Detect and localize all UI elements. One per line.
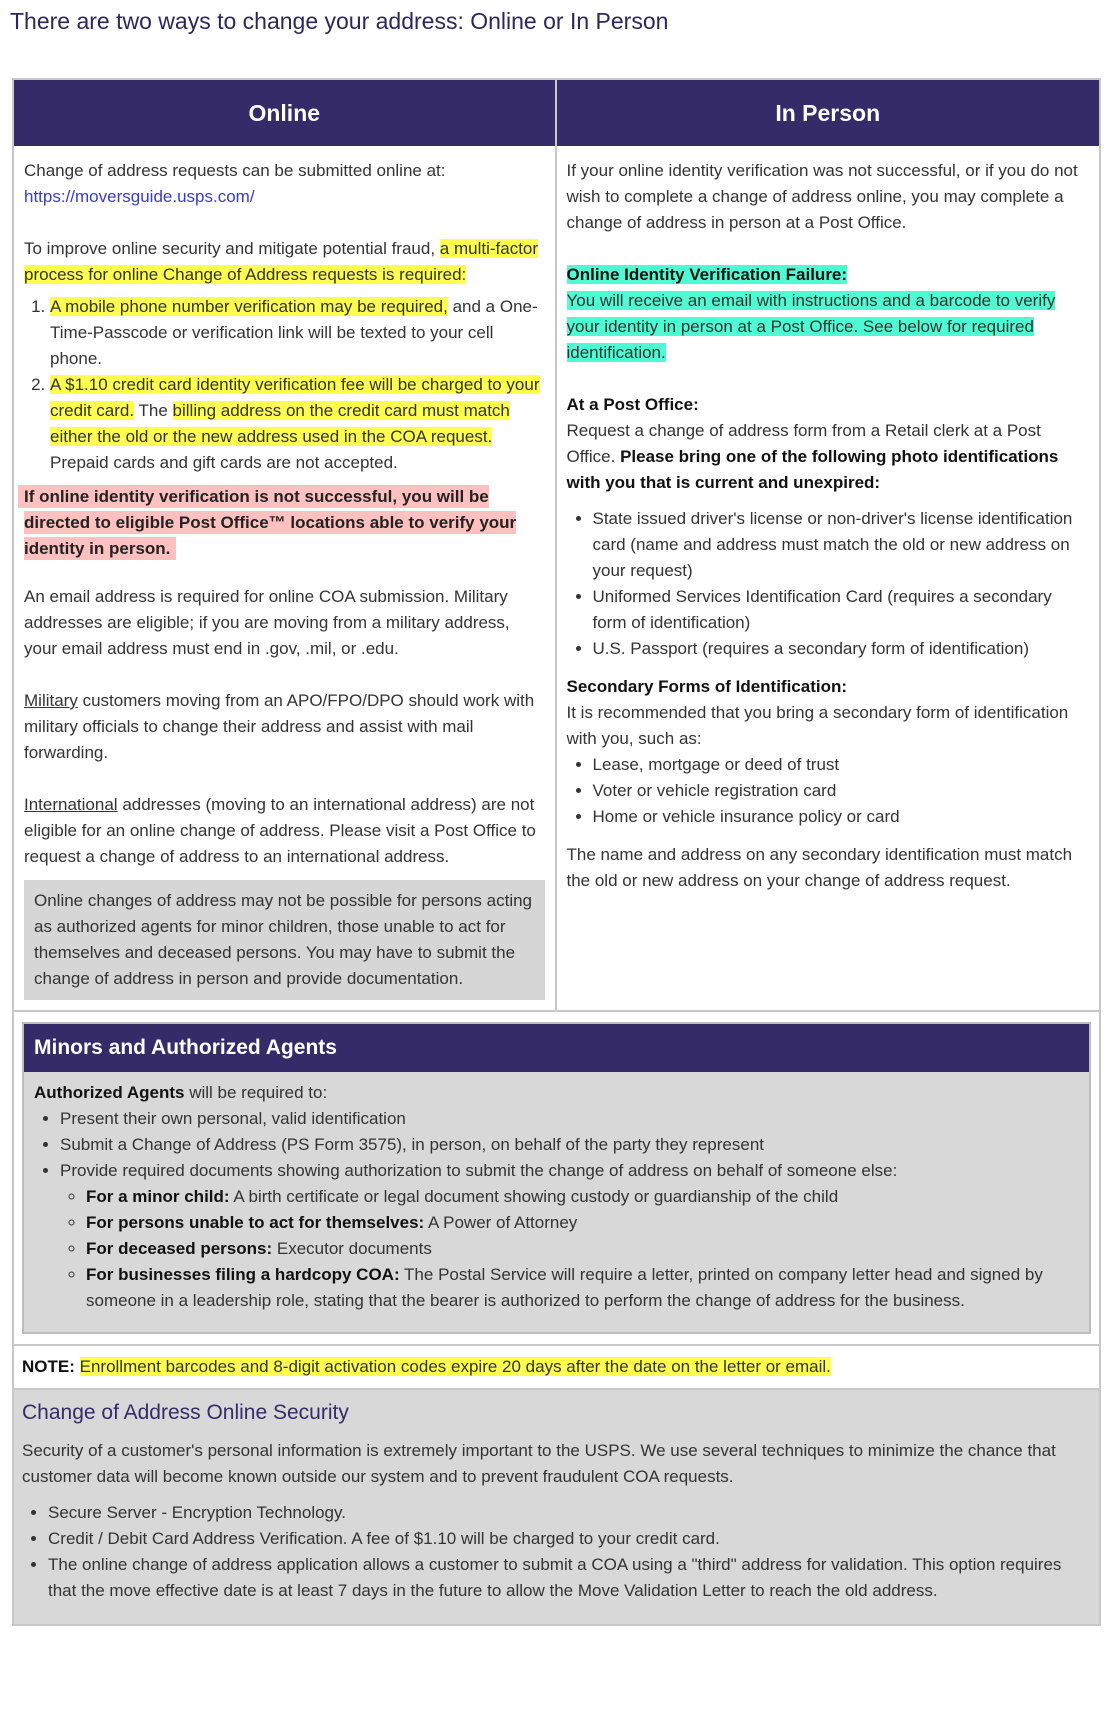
security-pre: To improve online security and mitigate potential fraud, [24, 239, 436, 258]
minors-wrapper [14, 1010, 1099, 1334]
verification-warning [24, 484, 545, 562]
secondary-id-list [567, 752, 1090, 830]
inperson-body [557, 146, 1100, 930]
post-office-section [567, 392, 1090, 496]
columns [14, 80, 1099, 1010]
document-label: For deceased persons: [86, 1239, 273, 1258]
document-label: For persons unable to act for themselves: [86, 1213, 425, 1232]
secondary-title: Secondary Forms of Identification: [566, 677, 848, 696]
security-highlight: a multi-factor process for online Change of Address requests is required: [24, 239, 539, 284]
security-item: • The online change of address application allows a customer to submit a COA using a "third" address for validation. This option requires that the move effective date is at least 7 days in the future to allow the Move Validation Letter to reach the old address. [48, 1552, 1091, 1604]
note-text: Enrollment barcodes and 8-digit activation codes expire 20 days after the date on the letter or email. [79, 1357, 831, 1376]
failure-text: You will receive an email with instructions and a barcode to verify your identity in person at a Post Office. See below for required identification. [566, 291, 1056, 362]
verification-failure [567, 262, 1090, 366]
online-column [14, 80, 557, 1010]
step-1-rest: and a One-Time-Passcode or verification link will be texted to your cell phone. [50, 297, 538, 368]
step-1-highlight: A mobile phone number verification may be required, [50, 297, 448, 316]
inperson-column [557, 80, 1100, 1010]
document-text: A Power of Attorney [428, 1213, 578, 1232]
post-office-text: Request a change of address form from a Retail clerk at a Post Office. [566, 421, 1041, 466]
step-2-highlight-1: A $1.10 credit card identity verification fee will be charged to your credit card. [50, 375, 540, 420]
military-text: customers moving from an APO/FPO/DPO should work with military officials to change their address and assist with mail forwarding. [24, 691, 535, 762]
security-section [14, 1388, 1099, 1624]
document-label: For a minor child: [86, 1187, 230, 1206]
step-2 [50, 372, 545, 476]
document-label: For businesses filing a hardcopy COA: [86, 1265, 400, 1284]
security-list [22, 1500, 1091, 1604]
security-requirement [24, 236, 545, 288]
document-item [86, 1262, 1079, 1314]
security-item: • Secure Server - Encryption Technology. [48, 1500, 1091, 1526]
minors-lead-rest: will be required to: [189, 1083, 328, 1102]
secondary-text: It is recommended that you bring a secondary form of identification with you, such as: [566, 703, 1069, 748]
agent-requirement: • Submit a Change of Address (PS Form 3575), in person, on behalf of the party they represent [60, 1132, 1079, 1158]
secondary-closing: The name and address on any secondary identification must match the old or new address on your change of address request. [566, 845, 1073, 890]
step-2-highlight-2: billing address on the credit card must match either the old or the new address used in the COA request. [50, 401, 510, 446]
warning-text: If online identity verification is not successful, you will be directed to eligible Post Office™ locations able to verify your identity in person. [18, 485, 516, 560]
step-2-rest: Prepaid cards and gift cards are not accepted. [50, 453, 398, 472]
international-text: addresses (moving to an international address) are not eligible for an online change of address. Please visit a Post Office to request a change of address to an international address. [24, 795, 536, 866]
email-requirement: An email address is required for online COA submission. Military addresses are eligible; if you are moving from a military address, your email address must end in .gov, .mil, or .edu. [24, 587, 510, 658]
minors-body [24, 1072, 1089, 1332]
international-word: International [24, 795, 118, 814]
online-header: Online [14, 80, 555, 146]
minors-lead [34, 1080, 1079, 1106]
document-list [60, 1184, 1079, 1314]
international-note [24, 792, 545, 870]
step-1 [50, 294, 545, 372]
document-text: A birth certificate or legal document showing custody or guardianship of the child [233, 1187, 839, 1206]
post-office-bold: Please bring one of the following photo identifications with you that is current and unexpired: [566, 447, 1059, 492]
secondary-id-item: • Lease, mortgage or deed of trust [593, 752, 1090, 778]
secondary-id-item: • Home or vehicle insurance policy or card [593, 804, 1090, 830]
agent-requirement [60, 1158, 1079, 1314]
minors-lead-bold: Authorized Agents [34, 1083, 185, 1102]
note-label: NOTE: [22, 1357, 75, 1376]
online-steps [24, 294, 545, 476]
agent-requirements [34, 1106, 1079, 1314]
military-note [24, 688, 545, 766]
secondary-id-item: • Voter or vehicle registration card [593, 778, 1090, 804]
document-item [86, 1210, 1079, 1236]
inperson-intro: If your online identity verification was not successful, or if you do not wish to complete a change of address online, you may complete a change of address in person at a Post Office. [566, 161, 1078, 232]
agent-requirement: • Present their own personal, valid identification [60, 1106, 1079, 1132]
minors-section [22, 1022, 1091, 1334]
note-bar [14, 1344, 1099, 1388]
inperson-header: In Person [557, 80, 1100, 146]
photo-id-item: • Uniformed Services Identification Card (requires a secondary form of identification) [593, 584, 1090, 636]
movers-guide-link[interactable]: https://moversguide.usps.com/ [24, 187, 255, 206]
online-body [14, 146, 555, 1010]
content-table [12, 78, 1101, 1626]
failure-title: Online Identity Verification Failure: [566, 265, 848, 284]
security-item: • Credit / Debit Card Address Verification. A fee of $1.10 will be charged to your credit card. [48, 1526, 1091, 1552]
security-title: Change of Address Online Security [22, 1401, 349, 1424]
document-text: The Postal Service will require a letter, printed on company letter head and signed by someone in a leadership role, stating that the bearer is authorized to perform the change of address for the business. [86, 1265, 1043, 1310]
page-title: There are two ways to change your address: Online or In Person [10, 8, 669, 34]
post-office-title: At a Post Office: [566, 395, 699, 414]
security-text: Security of a customer's personal information is extremely important to the USPS. We use several techniques to minimize the chance that customer data will become known outside our system and to prevent fraudulent COA requests. [22, 1441, 1056, 1486]
document-item [86, 1184, 1079, 1210]
online-intro [24, 158, 545, 210]
photo-id-list [567, 506, 1090, 662]
military-word: Military [24, 691, 78, 710]
document-item [86, 1236, 1079, 1262]
step-2-mid: The [138, 401, 168, 420]
minors-title: Minors and Authorized Agents [24, 1024, 1089, 1072]
agent-requirement-text: Provide required documents showing authorization to submit the change of address on behalf of someone else: [60, 1161, 898, 1180]
photo-id-item: • State issued driver's license or non-driver's license identification card (name and address must match the old or new address on your request) [593, 506, 1090, 584]
photo-id-item: • U.S. Passport (requires a secondary form of identification) [593, 636, 1090, 662]
online-intro-text: Change of address requests can be submitted online at: [24, 161, 446, 180]
document-text: Executor documents [276, 1239, 432, 1258]
authorized-agents-note: Online changes of address may not be possible for persons acting as authorized agents for minor children, those unable to act for themselves and deceased persons. You may have to submit the change of address in person and provide documentation. [24, 880, 545, 1000]
